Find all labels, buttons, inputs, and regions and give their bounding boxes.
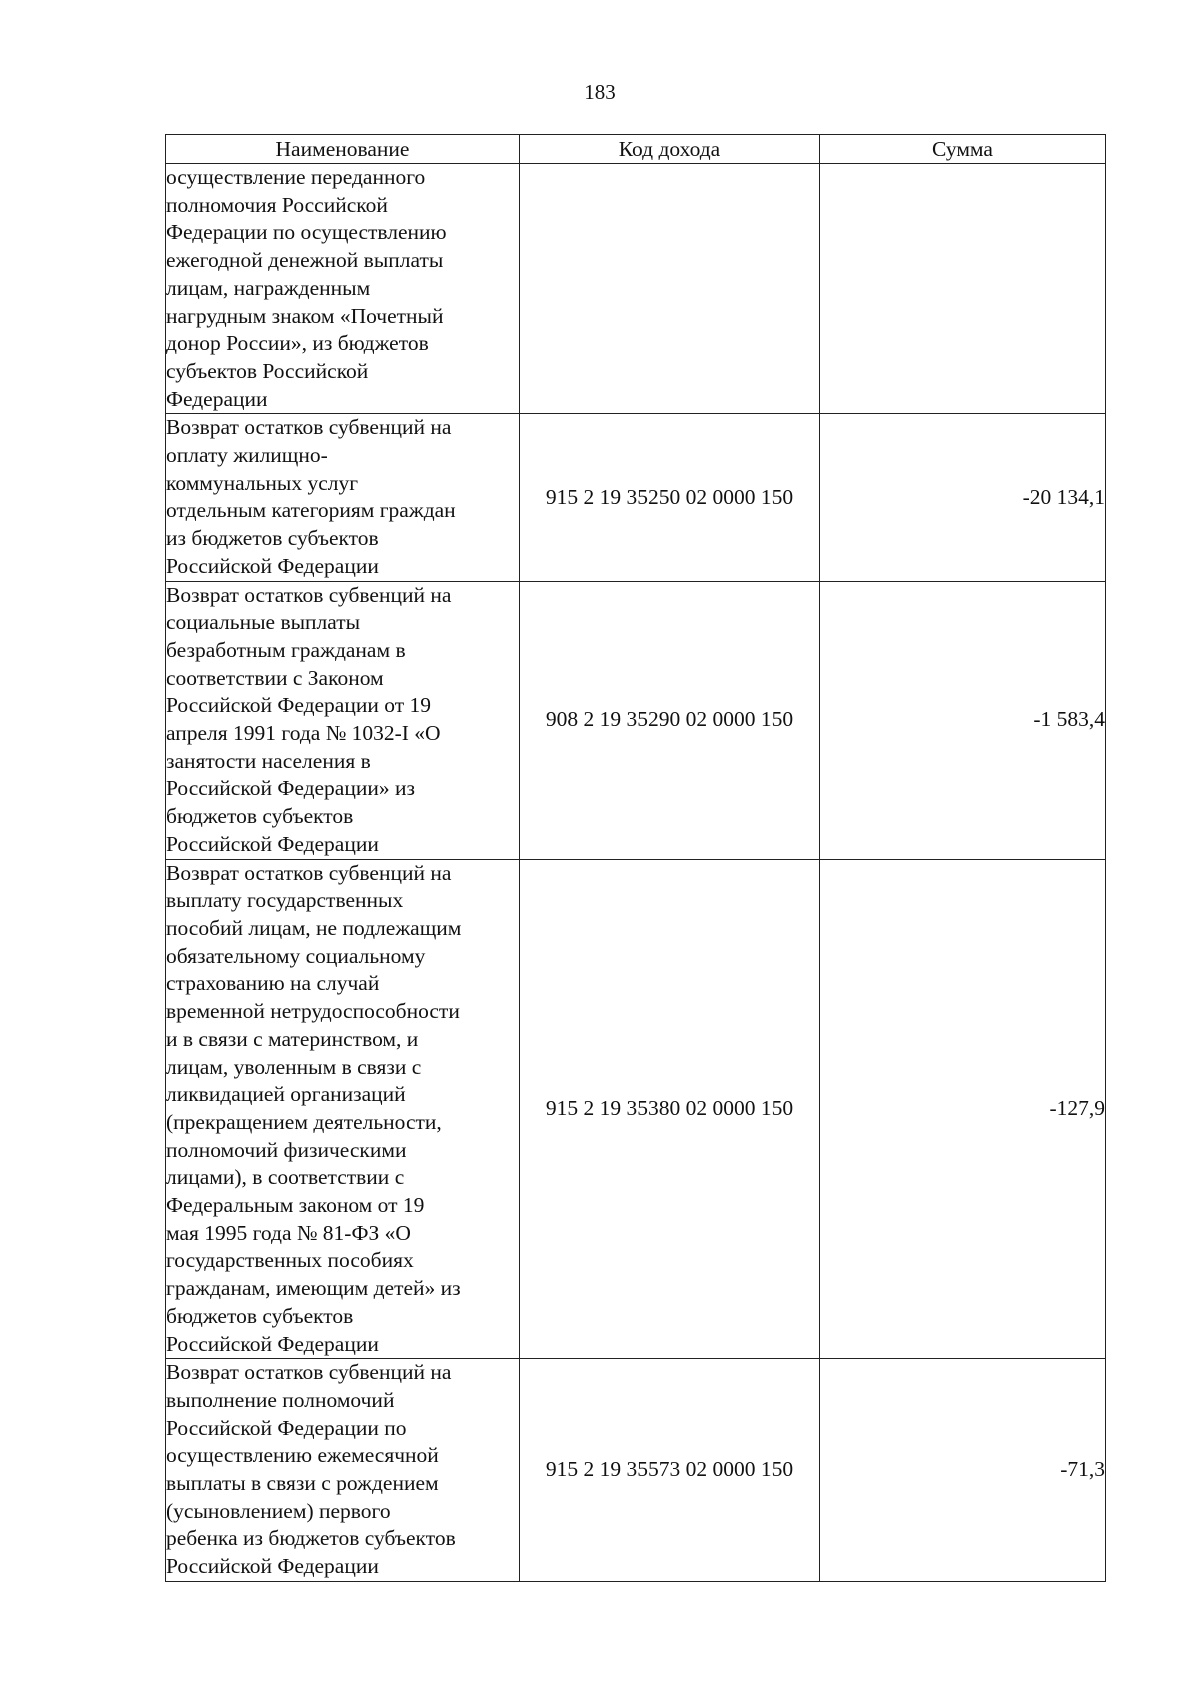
table-row: [166, 164, 1106, 414]
name-line: из бюджетов субъектов: [166, 526, 379, 551]
name-line: временной нетрудоспособности: [166, 999, 460, 1024]
name-line: (прекращением деятельности,: [166, 1109, 442, 1134]
table-row: [166, 1359, 1106, 1582]
table-row: [166, 859, 1106, 1359]
name-line: Федерации по осуществлению: [166, 220, 447, 245]
name-line: Российской Федерации» из: [166, 776, 415, 801]
name-line: лицам, награжденным: [166, 275, 371, 300]
cell-name: [166, 859, 520, 1359]
cell-amount: -20 134,1: [820, 414, 1106, 581]
name-line: социальные выплаты: [166, 610, 361, 635]
table-header-row: [166, 135, 1106, 164]
name-line: бюджетов субъектов: [166, 1303, 354, 1328]
name-line: занятости населения в: [166, 748, 371, 773]
cell-revenue-code: 915 2 19 35250 02 0000 150: [520, 414, 820, 581]
name-line: пособий лицам, не подлежащим: [166, 915, 462, 940]
name-line: Российской Федерации: [166, 553, 379, 578]
name-line: (усыновлением) первого: [166, 1498, 391, 1523]
name-line: бюджетов субъектов: [166, 804, 354, 829]
name-line: оплату жилищно-: [166, 443, 328, 468]
table-row: [166, 414, 1106, 581]
column-header-sum: Сумма: [820, 135, 1106, 164]
column-header-code: Код дохода: [520, 135, 820, 164]
name-line: лицам, уволенным в связи с: [166, 1054, 422, 1079]
name-line: гражданам, имеющим детей» из: [166, 1276, 461, 1301]
name-line: страхованию на случай: [166, 971, 380, 996]
name-line: Федеральным законом от 19: [166, 1193, 425, 1218]
page-number: 183: [584, 80, 616, 104]
name-line: коммунальных услуг: [166, 470, 359, 495]
name-line: Возврат остатков субвенций на: [166, 415, 452, 440]
cell-revenue-code: 915 2 19 35380 02 0000 150: [520, 859, 820, 1359]
cell-revenue-code: 908 2 19 35290 02 0000 150: [520, 581, 820, 859]
name-line: осуществление переданного: [166, 165, 426, 189]
name-line: Российской Федерации: [166, 1331, 379, 1356]
name-line: Возврат остатков субвенций на: [166, 582, 452, 607]
cell-name: [166, 414, 520, 581]
name-line: Российской Федерации: [166, 831, 379, 856]
cell-revenue-code: [520, 164, 820, 414]
name-line: полномочия Российской: [166, 192, 388, 217]
name-line: апреля 1991 года № 1032-I «О: [166, 721, 441, 746]
name-line: лицами), в соответствии с: [166, 1165, 405, 1190]
cell-amount: -127,9: [820, 859, 1106, 1359]
name-line: безработным гражданам в: [166, 637, 406, 662]
cell-amount: -1 583,4: [820, 581, 1106, 859]
cell-amount: -71,3: [820, 1359, 1106, 1582]
name-line: Возврат остатков субвенций на: [166, 860, 452, 885]
name-line: обязательному социальному: [166, 943, 426, 968]
cell-amount: [820, 164, 1106, 414]
name-line: выплату государственных: [166, 888, 404, 913]
name-line: выплаты в связи с рождением: [166, 1471, 439, 1496]
table-body: [166, 164, 1106, 1582]
name-line: отдельным категориям граждан: [166, 498, 456, 523]
cell-revenue-code: 915 2 19 35573 02 0000 150: [520, 1359, 820, 1582]
name-line: полномочий физическими: [166, 1137, 407, 1162]
name-line: Российской Федерации по: [166, 1415, 407, 1440]
cell-name: [166, 1359, 520, 1582]
name-line: и в связи с материнством, и: [166, 1026, 419, 1051]
table-row: [166, 581, 1106, 859]
name-line: нагрудным знаком «Почетный: [166, 303, 444, 328]
name-line: субъектов Российской: [166, 358, 369, 383]
name-line: Российской Федерации от 19: [166, 693, 431, 718]
name-line: Российской Федерации: [166, 1554, 379, 1579]
name-line: государственных пособиях: [166, 1248, 414, 1273]
cell-name: [166, 164, 520, 414]
name-line: донор России», из бюджетов: [166, 331, 429, 356]
name-line: мая 1995 года № 81-ФЗ «О: [166, 1220, 411, 1245]
column-header-name: Наименование: [166, 135, 520, 164]
name-line: Федерации: [166, 386, 268, 411]
cell-name: [166, 581, 520, 859]
name-line: соответствии с Законом: [166, 665, 384, 690]
name-line: Возврат остатков субвенций на: [166, 1360, 452, 1385]
name-line: ежегодной денежной выплаты: [166, 248, 444, 273]
revenue-table: [165, 134, 1106, 1582]
name-line: ликвидацией организаций: [166, 1082, 406, 1107]
name-line: ребенка из бюджетов субъектов: [166, 1526, 456, 1551]
name-line: выполнение полномочий: [166, 1387, 395, 1412]
name-line: осуществлению ежемесячной: [166, 1443, 439, 1468]
